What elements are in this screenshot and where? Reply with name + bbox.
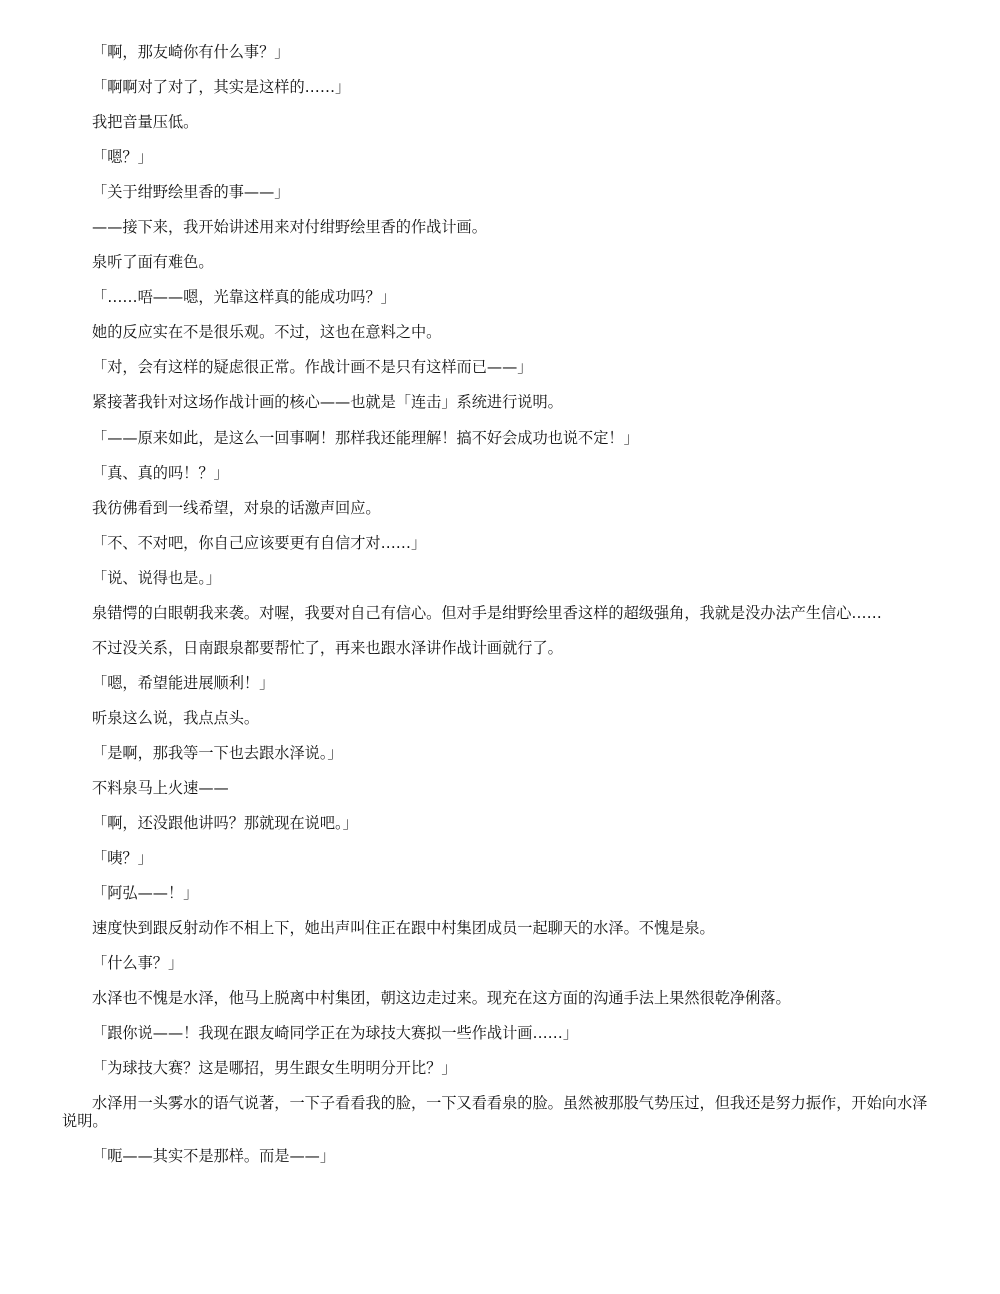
paragraph: ——接下来，我开始讲述用来对付绀野绘里香的作战计画。 [92,218,487,237]
paragraph: 「对，会有这样的疑虑很正常。作战计画不是只有这样而已——」 [92,358,533,377]
paragraph: 「咦？」 [92,849,153,868]
paragraph: 泉听了面有难色。 [92,253,214,272]
paragraph: 「跟你说——！我现在跟友崎同学正在为球技大赛拟一些作战计画……」 [92,1024,578,1043]
paragraph: 「嗯，希望能进展顺利！」 [92,673,275,692]
paragraph: 「阿弘——！」 [92,884,199,903]
paragraph: 她的反应实在不是很乐观。不过，这也在意料之中。 [92,323,442,342]
paragraph: 「啊，还没跟他讲吗？那就现在说吧。」 [92,814,358,833]
paragraph: 「不、不对吧，你自己应该要更有自信才对……」 [92,533,427,552]
paragraph: 我把音量压低。 [92,113,199,132]
paragraph: 听泉这么说，我点点头。 [92,708,260,727]
paragraph: 紧接著我针对这场作战计画的核心——也就是「连击」系统进行说明。 [92,393,563,412]
paragraph: 「啊，那友崎你有什么事？」 [92,43,290,61]
paragraph: 「呃——其实不是那样。而是——」 [92,1147,335,1166]
paragraph: 「说、说得也是。」 [92,568,222,587]
paragraph: 「是啊，那我等一下也去跟水泽说。」 [92,743,343,762]
paragraph: 泉错愕的白眼朝我来袭。对喔，我要对自己有信心。但对手是绀野绘里香这样的超级强角，我就是没办法产生信心…… [92,603,882,622]
paragraph: 我彷佛看到一线希望，对泉的话激声回应。 [92,498,381,517]
paragraph: 不料泉马上火速—— [92,778,229,797]
paragraph: 水泽用一头雾水的语气说著，一下子看看我的脸，一下又看看泉的脸。虽然被那股气势压过，但我还是努力振作，开始向水泽说明。 [62,1094,928,1131]
paragraph: 「嗯？」 [92,148,153,167]
paragraph: 「——原来如此，是这么一回事啊！那样我还能理解！搞不好会成功也说不定！」 [92,428,639,447]
paragraph: 「什么事？」 [92,954,184,973]
paragraph: 「真、真的吗！？」 [92,463,229,482]
paragraph: 「为球技大赛？这是哪招，男生跟女生明明分开比？」 [92,1059,457,1078]
paragraph: 「啊啊对了对了，其实是这样的……」 [92,78,351,97]
paragraph: 不过没关系，日南跟泉都要帮忙了，再来也跟水泽讲作战计画就行了。 [92,638,563,657]
paragraph: 「关于绀野绘里香的事——」 [92,183,290,202]
paragraph: 「……唔——嗯，光靠这样真的能成功吗？」 [92,288,396,307]
paragraph: 速度快到跟反射动作不相上下，她出声叫住正在跟中村集团成员一起聊天的水泽。不愧是泉。 [92,919,715,938]
paragraph: 水泽也不愧是水泽，他马上脱离中村集团，朝这边走过来。现充在这方面的沟通手法上果然很乾净俐落。 [92,989,791,1008]
